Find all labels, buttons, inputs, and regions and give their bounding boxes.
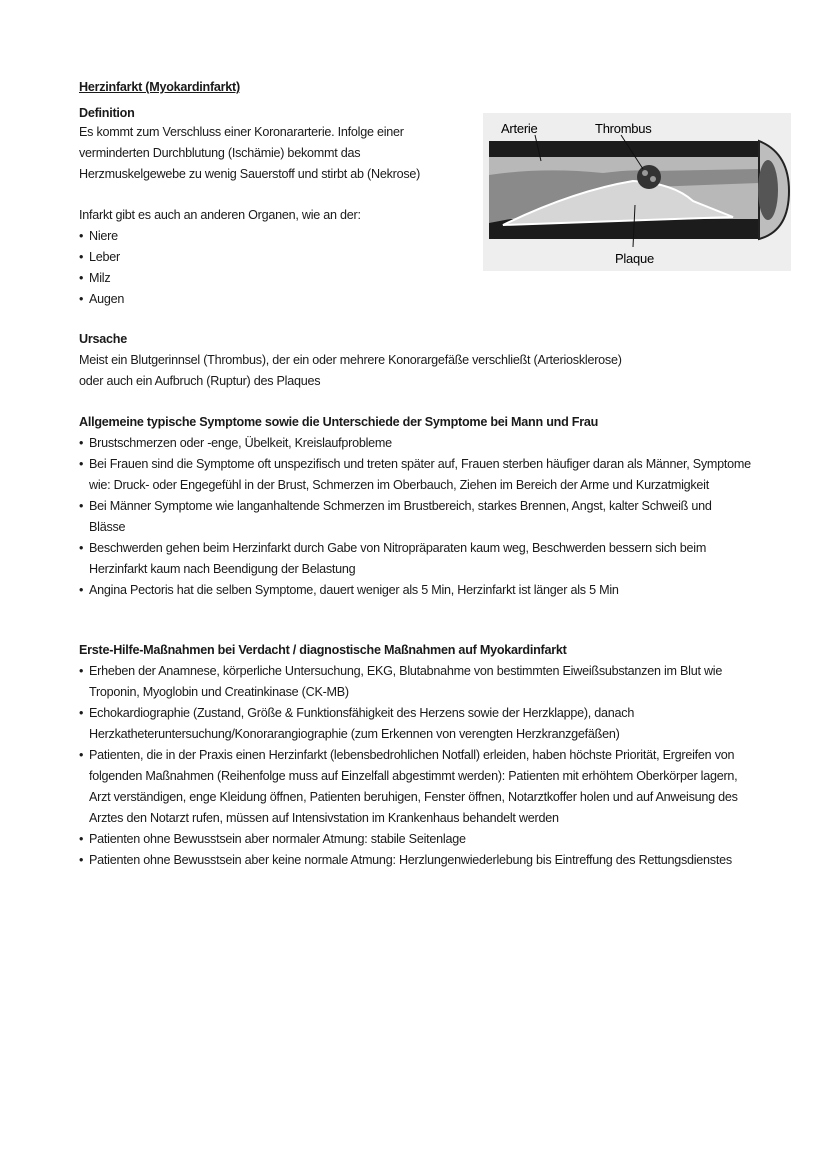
definition-heading: Definition xyxy=(79,106,135,120)
cause-heading: Ursache xyxy=(79,332,127,346)
list-item: • Beschwerden gehen beim Herzinfarkt durch Gabe von Nitropräparaten kaum weg, Beschwerden bessern sich beim Herzinfarkt kaum nach Beendigung der Belastung xyxy=(79,538,751,580)
list-item: • Bei Männer Symptome wie langanhaltende Schmerzen im Brustbereich, starkes Brennen, Angst, kalter Schweiß und Blässe xyxy=(79,496,751,538)
list-item: • Milz xyxy=(79,268,479,289)
list-item: • Bei Frauen sind die Symptome oft unspezifisch und treten später auf, Frauen sterben häufiger daran als Männer, Symptome wie: Druck- oder Engegefühl in der Brust, Schmerzen im Oberbauch, Ziehen im Bereich der Arme und Kurzatmigkeit xyxy=(79,454,751,496)
list-item: • Patienten ohne Bewusstsein aber normaler Atmung: stabile Seitenlage xyxy=(79,829,751,850)
list-item: • Augen xyxy=(79,289,479,310)
list-item: • Leber xyxy=(79,247,479,268)
symptoms-heading: Allgemeine typische Symptome sowie die Unterschiede der Symptome bei Mann und Frau xyxy=(79,415,599,429)
definition-line: Es kommt zum Verschluss einer Koronararterie. Infolge einer xyxy=(79,125,404,139)
list-item: • Patienten ohne Bewusstsein aber keine normale Atmung: Herzlungenwiederlebung bis Eintreffung des Rettungsdienstes xyxy=(79,850,751,871)
label-thrombus: Thrombus xyxy=(595,121,652,136)
organs-intro: Infarkt gibt es auch an anderen Organen, wie an der: xyxy=(79,208,361,222)
cause-section xyxy=(79,329,779,392)
artery-illustration xyxy=(483,113,791,271)
list-item: • Angina Pectoris hat die selben Symptome, dauert weniger als 5 Min, Herzinfarkt ist länger als 5 Min xyxy=(79,580,751,601)
organs-list xyxy=(79,226,479,310)
page-title: Herzinfarkt (Myokardinfarkt) xyxy=(79,80,240,94)
list-item: • Erheben der Anamnese, körperliche Untersuchung, EKG, Blutabnahme von bestimmten Eiweißsubstanzen im Blut wie Troponin, Myoglobin und Creatinkinase (CK-MB) xyxy=(79,661,751,703)
list-item: • Niere xyxy=(79,226,479,247)
first-aid-list xyxy=(79,661,751,871)
list-item: • Echokardiographie (Zustand, Größe & Funktionsfähigkeit des Herzens sowie der Herzklappe), danach Herzkatheteruntersuchung/Konorarangiographie (zum Erkennen von verengten Herzkranzgefäßen) xyxy=(79,703,751,745)
cause-line: oder auch ein Aufbruch (Ruptur) des Plaques xyxy=(79,374,321,388)
list-item: • Brustschmerzen oder -enge, Übelkeit, Kreislaufprobleme xyxy=(79,433,751,454)
symptoms-section xyxy=(79,412,751,601)
first-aid-section xyxy=(79,640,751,871)
cause-line: Meist ein Blutgerinnsel (Thrombus), der ein oder mehrere Konorargefäße verschließt (Arteriosklerose) xyxy=(79,353,622,367)
first-aid-heading: Erste-Hilfe-Maßnahmen bei Verdacht / diagnostische Maßnahmen auf Myokardinfarkt xyxy=(79,643,567,657)
label-artery: Arterie xyxy=(501,121,538,136)
definition-section xyxy=(79,105,479,310)
definition-line: verminderten Durchblutung (Ischämie) bekommt das xyxy=(79,146,361,160)
definition-line: Herzmuskelgewebe zu wenig Sauerstoff und stirbt ab (Nekrose) xyxy=(79,167,421,181)
symptoms-list xyxy=(79,433,751,601)
list-item: • Patienten, die in der Praxis einen Herzinfarkt (lebensbedrohlichen Notfall) erleiden, haben höchste Priorität, Ergreifen von folgenden Maßnahmen (Reihenfolge muss auf Einzelfall abgestimmt werden): Patienten mit erhöhtem Oberkörper lagern, Arzt verständigen, enge Kleidung öffnen, Patienten beruhigen, Fenster öffnen, Notarztkoffer holen und auf Anweisung des Arztes den Notarzt rufen, müssen auf Intensivstation im Krankenhaus behandelt werden xyxy=(79,745,751,829)
title-block xyxy=(79,77,479,98)
label-plaque: Plaque xyxy=(615,251,654,266)
